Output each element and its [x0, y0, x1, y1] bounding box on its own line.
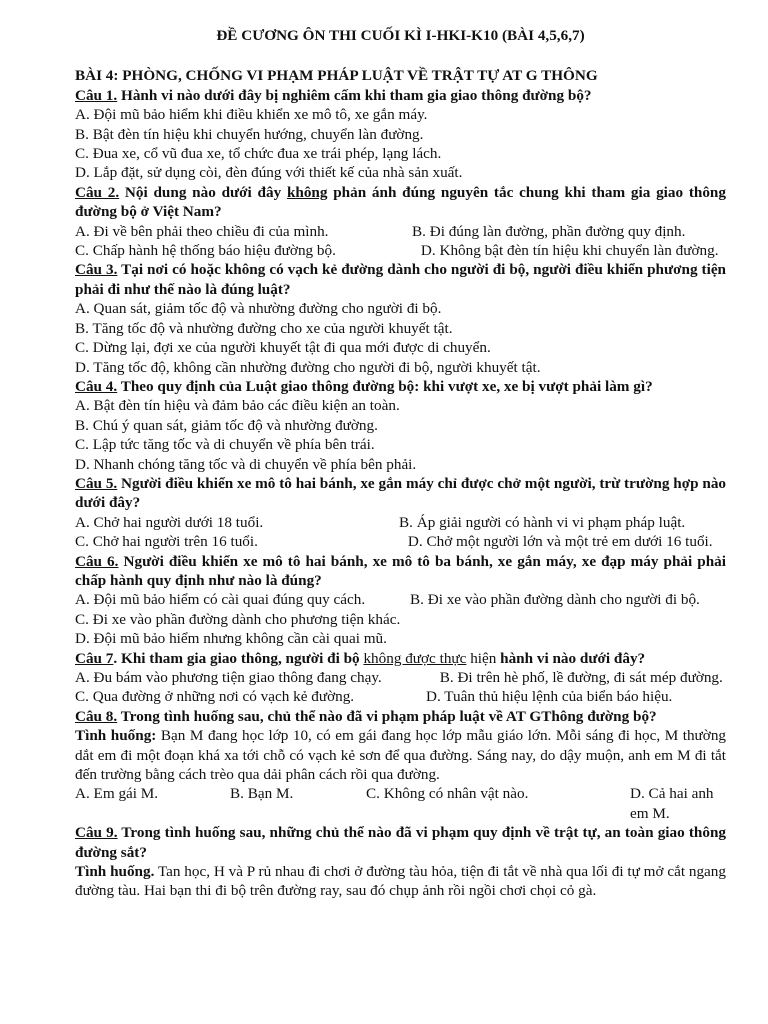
question-text: phản ánh đúng nguyên tắc chung khi tham gia giao thông đường bộ ở Việt Nam? — [75, 183, 726, 221]
question-number: Câu 4. — [75, 377, 118, 395]
option-b: B. Đi xe vào phần đường dành cho người đi bộ. — [410, 591, 700, 609]
question-number: Câu 6. — [75, 552, 119, 570]
question-number: Câu 2. — [75, 183, 120, 201]
question-text: Tại nơi có hoặc không có vạch kẻ đường dành cho người đi bộ, người điều khiển phương tiện phải đi như thế nào là đúng luật? — [75, 261, 727, 298]
option-a: A. Đội mũ bảo hiểm có cài quai đúng quy cách. — [75, 591, 366, 609]
situation-text — [75, 726, 726, 784]
options-row — [75, 590, 726, 609]
question-text: Người điều khiển xe mô tô hai bánh, xe mô tô ba bánh, xe gắn máy, xe đạp máy phải phải chấp hành quy định như nào là đúng? — [75, 552, 726, 589]
options-row — [75, 241, 726, 260]
question-text: Hành vi nào dưới đây bị nghiêm cấm khi tham gia giao thông đường bộ? — [117, 86, 592, 104]
option-c: C. Dừng lại, đợi xe của người khuyết tật đi qua mới được di chuyển. — [75, 339, 491, 357]
question-number: Câu 3. — [75, 261, 118, 279]
lesson-heading: BÀI 4: PHÒNG, CHỐNG VI PHẠM PHÁP LUẬT VỀ TRẬT TỰ AT G THÔNG — [75, 67, 598, 85]
option-b: B. Bật đèn tín hiệu khi chuyển hướng, chuyển làn đường. — [75, 125, 424, 143]
option-d: D. Lắp đặt, sử dụng còi, đèn đúng với thiết kế của nhà sản xuất. — [75, 164, 463, 182]
question-5 — [75, 474, 726, 513]
question-text: Nội dung nào dưới đây — [119, 183, 287, 201]
question-emphasis: không được thực — [363, 649, 467, 667]
options-row — [75, 687, 726, 706]
option-c: C. Lập tức tăng tốc và di chuyển về phía bên trái. — [75, 436, 375, 454]
option-c: C. Chở hai người trên 16 tuổi. — [75, 533, 258, 551]
option-a: A. Em gái M. — [75, 785, 159, 803]
option-c: C. Đua xe, cổ vũ đua xe, tổ chức đua xe trái phép, lạng lách. — [75, 145, 442, 163]
question-3 — [75, 260, 726, 299]
option-c: C. Qua đường ở những nơi có vạch kẻ đường. — [75, 688, 355, 706]
question-text: Theo quy định của Luật giao thông đường bộ: khi vượt xe, xe bị vượt phải làm gì? — [117, 377, 653, 395]
question-6 — [75, 552, 726, 591]
situation-text — [75, 862, 726, 901]
question-number: Câu 7 — [75, 649, 114, 667]
option-b: B. Đi trên hè phố, lề đường, đi sát mép đường. — [439, 669, 723, 686]
question-8 — [75, 707, 726, 726]
option-c: C. Đi xe vào phần đường dành cho phương tiện khác. — [75, 610, 401, 628]
option-a: A. Chở hai người dưới 18 tuổi. — [75, 513, 264, 531]
option-d: D. Nhanh chóng tăng tốc và di chuyển về phía bên phải. — [75, 455, 417, 473]
option-d: D. Cả hai anh em M. — [630, 785, 714, 822]
options-row — [75, 784, 726, 823]
option-c: C. Chấp hành hệ thống báo hiệu đường bộ. — [75, 242, 336, 260]
option-a: A. Đi về bên phải theo chiều đi của mình. — [75, 222, 329, 240]
question-number: Câu 8. — [75, 707, 118, 725]
situation-label: Tình huống. — [75, 863, 155, 881]
options-row — [75, 668, 726, 687]
situation-body: Tan học, H và P rủ nhau đi chơi ở đường tàu hỏa, tiện đi tắt về nhà qua lối đi tự mở cắt ngang đường tàu. Hai bạn thi đi bộ trên đường ray, sau đó chụp ảnh rồi ngồi chơi chọi cỏ gà. — [75, 863, 726, 900]
option-c: C. Không có nhân vật nào. — [366, 785, 529, 803]
option-d: D. Đội mũ bảo hiểm nhưng không cần cài quai mũ. — [75, 630, 387, 648]
question-1 — [75, 86, 726, 105]
option-d: D. Chở một người lớn và một trẻ em dưới 16 tuổi. — [407, 533, 713, 551]
question-text: hành vi nào dưới đây? — [496, 649, 646, 667]
options-row — [75, 222, 726, 241]
option-a: A. Quan sát, giảm tốc độ và nhường đường cho người đi bộ. — [75, 300, 442, 318]
option-b: B. Chú ý quan sát, giảm tốc độ và nhường đường. — [75, 416, 378, 434]
option-b: B. Đi đúng làn đường, phần đường quy định. — [412, 222, 686, 240]
option-d: D. Tăng tốc độ, không cần nhường đường cho người đi bộ, người khuyết tật. — [75, 358, 541, 376]
question-text: Trong tình huống sau, những chủ thể nào đã vi phạm quy định về trật tự, an toàn giao thông đường sắt? — [75, 824, 726, 861]
question-2 — [75, 183, 726, 222]
option-b: B. Áp giải người có hành vi vi phạm pháp luật. — [399, 513, 686, 531]
question-number: Câu 1. — [75, 86, 118, 104]
question-7 — [75, 649, 726, 668]
question-4 — [75, 377, 726, 396]
question-number: Câu 5. — [75, 474, 118, 492]
question-text: Trong tình huống sau, chủ thể nào đã vi phạm pháp luật về AT GThông đường bộ? — [117, 707, 657, 725]
situation-label: Tình huống: — [75, 727, 157, 745]
question-emphasis: không — [286, 183, 328, 201]
question-number: Câu 9. — [75, 824, 118, 842]
question-text: hiện — [466, 649, 497, 667]
option-b: B. Tăng tốc độ và nhường đường cho xe của người khuyết tật. — [75, 319, 453, 337]
question-text: . Khi tham gia giao thông, người đi bộ — [113, 649, 364, 667]
option-a: A. Đu bám vào phương tiện giao thông đang chạy. — [75, 669, 382, 686]
question-9 — [75, 823, 726, 862]
option-d: D. Không bật đèn tín hiệu khi chuyển làn đường. — [420, 242, 719, 260]
option-a: A. Bật đèn tín hiệu và đảm bảo các điều kiện an toàn. — [75, 397, 400, 415]
situation-body: Bạn M đang học lớp 10, có em gái đang học lớp mẫu giáo lớn. Mỗi sáng đi học, M thường dắt em đi một đoạn khá xa tới chỗ có vạch kẻ sơn để qua đường. Sáng nay, do dậy muộn, anh em M đi tắt đến trường bằng cách trèo qua dải phân cách rồi qua đường. — [75, 727, 727, 784]
document-title: ĐỀ CƯƠNG ÔN THI CUỐI KÌ I-HKI-K10 (BÀI 4,5,6,7) — [216, 27, 585, 44]
option-a: A. Đội mũ bảo hiểm khi điều khiển xe mô tô, xe gắn máy. — [75, 106, 428, 124]
option-d: D. Tuân thủ hiệu lệnh của biển báo hiệu. — [426, 688, 673, 706]
document-page — [75, 26, 726, 901]
question-text: Người điều khiển xe mô tô hai bánh, xe gắn máy chỉ được chở một người, trừ trường hợp nào dưới đây? — [75, 474, 727, 512]
options-row — [75, 532, 726, 551]
option-b: B. Bạn M. — [230, 785, 294, 803]
options-row — [75, 513, 726, 532]
